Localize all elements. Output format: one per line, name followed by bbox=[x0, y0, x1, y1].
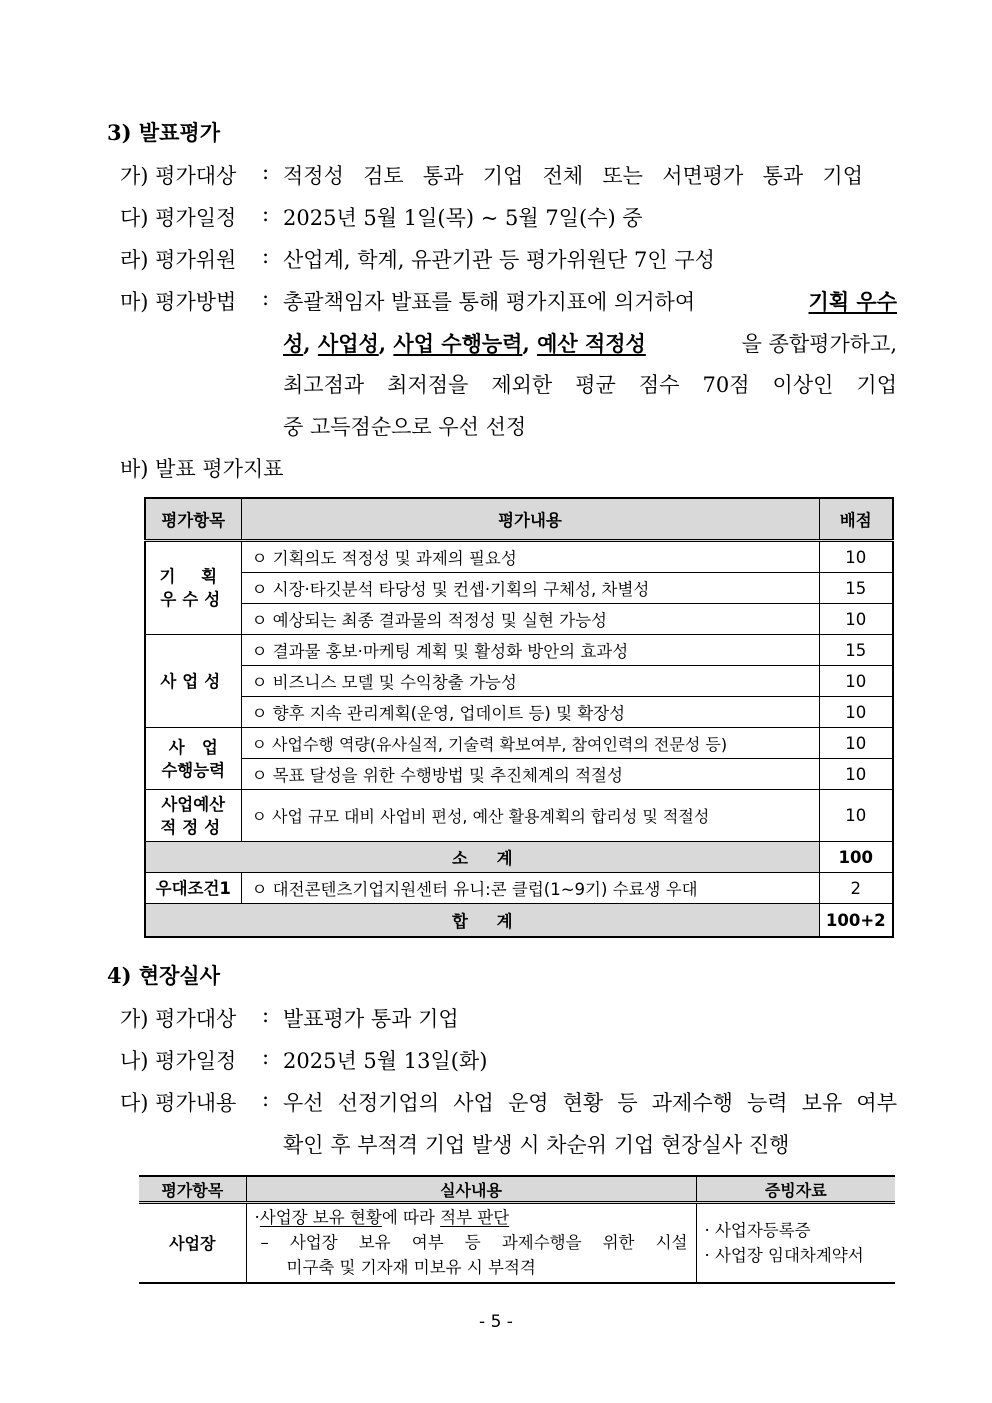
table-header-row bbox=[139, 1176, 895, 1203]
item-text: ㅇ 사업 규모 대비 사업비 편성, 예산 활용계획의 합리성 및 적절성 bbox=[241, 790, 819, 842]
category-business: 사업성 bbox=[145, 635, 241, 728]
total-value: 100+2 bbox=[819, 904, 893, 938]
eval-target-label: 가) 평가대상 bbox=[120, 164, 237, 188]
item-text: ㅇ 사업수행 역량(유사실적, 기술력 확보여부, 참여인력의 전문성 등) bbox=[241, 728, 819, 759]
item-score: 10 bbox=[819, 728, 893, 759]
bonus-text: ㅇ 대전콘텐츠기업지원센터 유니:콘 클럽(1~9기) 수료생 우대 bbox=[241, 873, 819, 904]
item-score: 15 bbox=[819, 635, 893, 666]
item-score: 10 bbox=[819, 759, 893, 790]
item-text: ㅇ 향후 지속 관리계획(운영, 업데이트 등) 및 확장성 bbox=[241, 697, 819, 728]
presentation-eval-table bbox=[144, 497, 894, 938]
table-row bbox=[145, 604, 893, 635]
category-execution: 사 업 수행능력 bbox=[145, 728, 241, 790]
table-row bbox=[139, 1203, 895, 1283]
subtotal-row bbox=[145, 842, 893, 873]
colon: : bbox=[262, 202, 270, 226]
item-text: ㅇ 목표 달성을 위한 수행방법 및 추진체계의 적절성 bbox=[241, 759, 819, 790]
category-budget: 사업예산 적정성 bbox=[145, 790, 241, 842]
table-row bbox=[145, 541, 893, 573]
item-score: 10 bbox=[819, 541, 893, 573]
item-score: 10 bbox=[819, 666, 893, 697]
eval-target-value: 적정성 검토 통과 기업 전체 또는 서면평가 통과 기업 bbox=[283, 164, 863, 188]
site-content-line-2: 확인 후 부적격 기업 발생 시 차순위 기업 현장실사 진행 bbox=[283, 1133, 790, 1157]
site-inspection-table bbox=[139, 1175, 895, 1284]
colon: : bbox=[262, 1003, 270, 1027]
section-4-heading: 4) 현장실사 bbox=[107, 963, 221, 988]
colon: : bbox=[262, 1045, 270, 1069]
item-text: ㅇ 시장·타깃분석 타당성 및 컨셉·기획의 구체성, 차별성 bbox=[241, 573, 819, 604]
table-row bbox=[145, 697, 893, 728]
site-content-label: 다) 평가내용 bbox=[120, 1091, 237, 1115]
total-row bbox=[145, 904, 893, 938]
site-schedule-value: 2025년 5월 13일(화) bbox=[283, 1049, 488, 1073]
table-row bbox=[145, 790, 893, 842]
page-number: - 5 - bbox=[479, 1312, 513, 1332]
header-category: 평가항목 bbox=[145, 498, 241, 541]
item-text: ㅇ 예상되는 최종 결과물의 적정성 및 실현 가능성 bbox=[241, 604, 819, 635]
table-row bbox=[145, 635, 893, 666]
table-row bbox=[145, 728, 893, 759]
section-3-heading: 3) 발표평가 bbox=[107, 120, 221, 145]
eval-committee-label: 라) 평가위원 bbox=[120, 248, 237, 272]
eval-committee-value: 산업계, 학계, 유관기관 등 평가위원단 7인 구성 bbox=[283, 248, 715, 272]
colon: : bbox=[262, 160, 270, 184]
subtotal-value: 100 bbox=[819, 842, 893, 873]
eval-method-line-2: 성, 사업성, 사업 수행능력, 예산 적정성 을 종합평가하고, bbox=[283, 331, 897, 356]
table-row bbox=[145, 573, 893, 604]
bonus-label: 우대조건1 bbox=[145, 873, 241, 904]
eval-index-label: 바) 발표 평가지표 bbox=[120, 457, 284, 481]
colon: : bbox=[262, 244, 270, 268]
item-score: 10 bbox=[819, 697, 893, 728]
site-target-value: 발표평가 통과 기업 bbox=[283, 1007, 459, 1031]
site-content-line-1: 우선 선정기업의 사업 운영 현황 등 과제수행 능력 보유 여부 bbox=[283, 1091, 897, 1115]
inspection-content: ·사업장 보유 현황에 따라 적부 판단 – 사업장 보유 여부 등 과제수행을 위한 시설 미구축 및 기자재 미보유 시 부적격 bbox=[246, 1203, 696, 1283]
header-content: 평가내용 bbox=[241, 498, 819, 541]
item-workplace: 사업장 bbox=[139, 1203, 246, 1283]
site-target-label: 가) 평가대상 bbox=[120, 1007, 237, 1031]
item-score: 15 bbox=[819, 573, 893, 604]
item-score: 10 bbox=[819, 790, 893, 842]
item-text: ㅇ 결과물 홍보·마케팅 계획 및 활성화 방안의 효과성 bbox=[241, 635, 819, 666]
eval-schedule-label: 다) 평가일정 bbox=[120, 206, 237, 230]
colon: : bbox=[262, 286, 270, 310]
table-header-row bbox=[145, 498, 893, 541]
item-score: 10 bbox=[819, 604, 893, 635]
bonus-row bbox=[145, 873, 893, 904]
bonus-score: 2 bbox=[819, 873, 893, 904]
header-content: 실사내용 bbox=[246, 1176, 696, 1203]
site-schedule-label: 나) 평가일정 bbox=[120, 1049, 237, 1073]
header-docs: 증빙자료 bbox=[696, 1176, 895, 1203]
table-row bbox=[145, 759, 893, 790]
table-row bbox=[145, 666, 893, 697]
eval-method-label: 마) 평가방법 bbox=[120, 290, 237, 314]
subtotal-label: 소 계 bbox=[145, 842, 819, 873]
evidence-docs: · 사업자등록증 · 사업장 임대차계약서 bbox=[696, 1203, 895, 1283]
header-category: 평가항목 bbox=[139, 1176, 246, 1203]
header-score: 배점 bbox=[819, 498, 893, 541]
eval-method-line-3: 최고점과 최저점을 제외한 평균 점수 70점 이상인 기업 bbox=[283, 373, 897, 397]
item-text: ㅇ 기획의도 적정성 및 과제의 필요성 bbox=[241, 541, 819, 573]
eval-schedule-value: 2025년 5월 1일(목) ~ 5월 7일(수) 중 bbox=[283, 206, 643, 230]
category-planning: 기 획 우수성 bbox=[145, 541, 241, 635]
eval-method-line-1: 총괄책임자 발표를 통해 평가지표에 의거하여 기획 우수 bbox=[283, 289, 897, 314]
eval-method-line-4: 중 고득점순으로 우선 선정 bbox=[283, 415, 527, 439]
item-text: ㅇ 비즈니스 모델 및 수익창출 가능성 bbox=[241, 666, 819, 697]
colon: : bbox=[262, 1087, 270, 1111]
total-label: 합 계 bbox=[145, 904, 819, 938]
